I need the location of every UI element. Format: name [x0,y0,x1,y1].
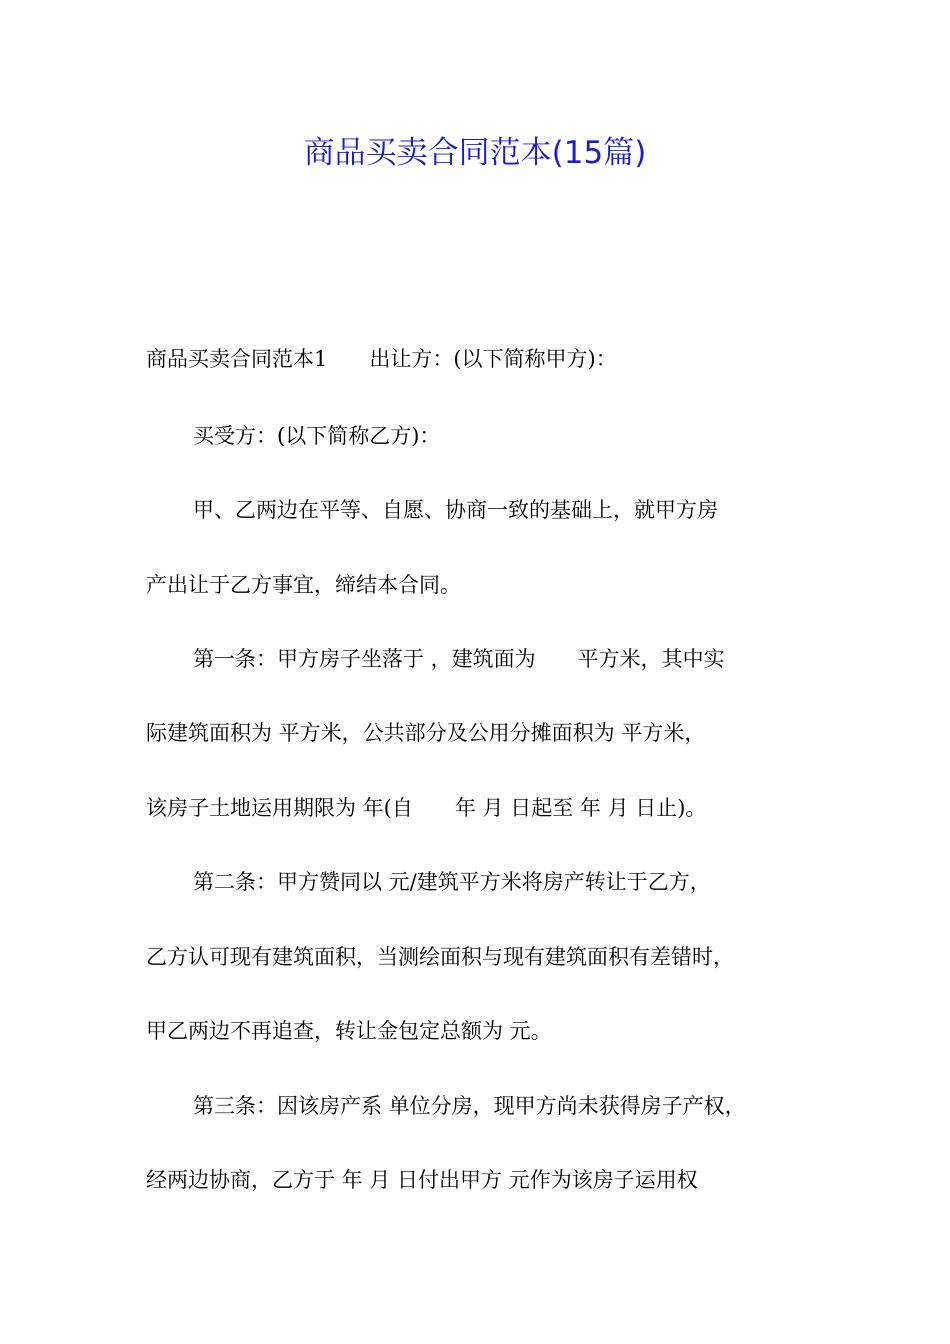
paragraph-line: 买受方：(以下简称乙方)： [193,424,441,448]
paragraph-line: 该房子土地运用期限为 年(自 年 月 日起至 年 月 日止)。 [146,796,707,820]
paragraph-line: 第一条：甲方房子坐落于 ，建筑面为 平方米，其中实 [193,647,725,671]
document-title: 商品买卖合同范本(15篇) [303,135,647,171]
paragraph-line: 乙方认可现有建筑面积，当测绘面积与现有建筑面积有差错时， [146,945,734,969]
paragraph-line: 产出让于乙方事宜，缔结本合同。 [146,573,461,597]
paragraph-line: 第二条：甲方赞同以 元/建筑平方米将房产转让于乙方， [193,870,711,894]
paragraph-line: 经两边协商，乙方于 年 月 日付出甲方 元作为该房子运用权 [146,1168,698,1192]
paragraph-line: 甲、乙两边在平等、自愿、协商一致的基础上，就甲方房 [193,498,718,522]
paragraph-line: 商品买卖合同范本1 出让方：(以下简称甲方)： [146,347,617,371]
paragraph-line: 甲乙两边不再追查，转让金包定总额为 元。 [146,1019,552,1043]
paragraph-line: 第三条：因该房产系 单位分房，现甲方尚未获得房子产权， [193,1094,746,1118]
paragraph-line: 际建筑面积为 平方米，公共部分及公用分摊面积为 平方米， [146,721,706,745]
